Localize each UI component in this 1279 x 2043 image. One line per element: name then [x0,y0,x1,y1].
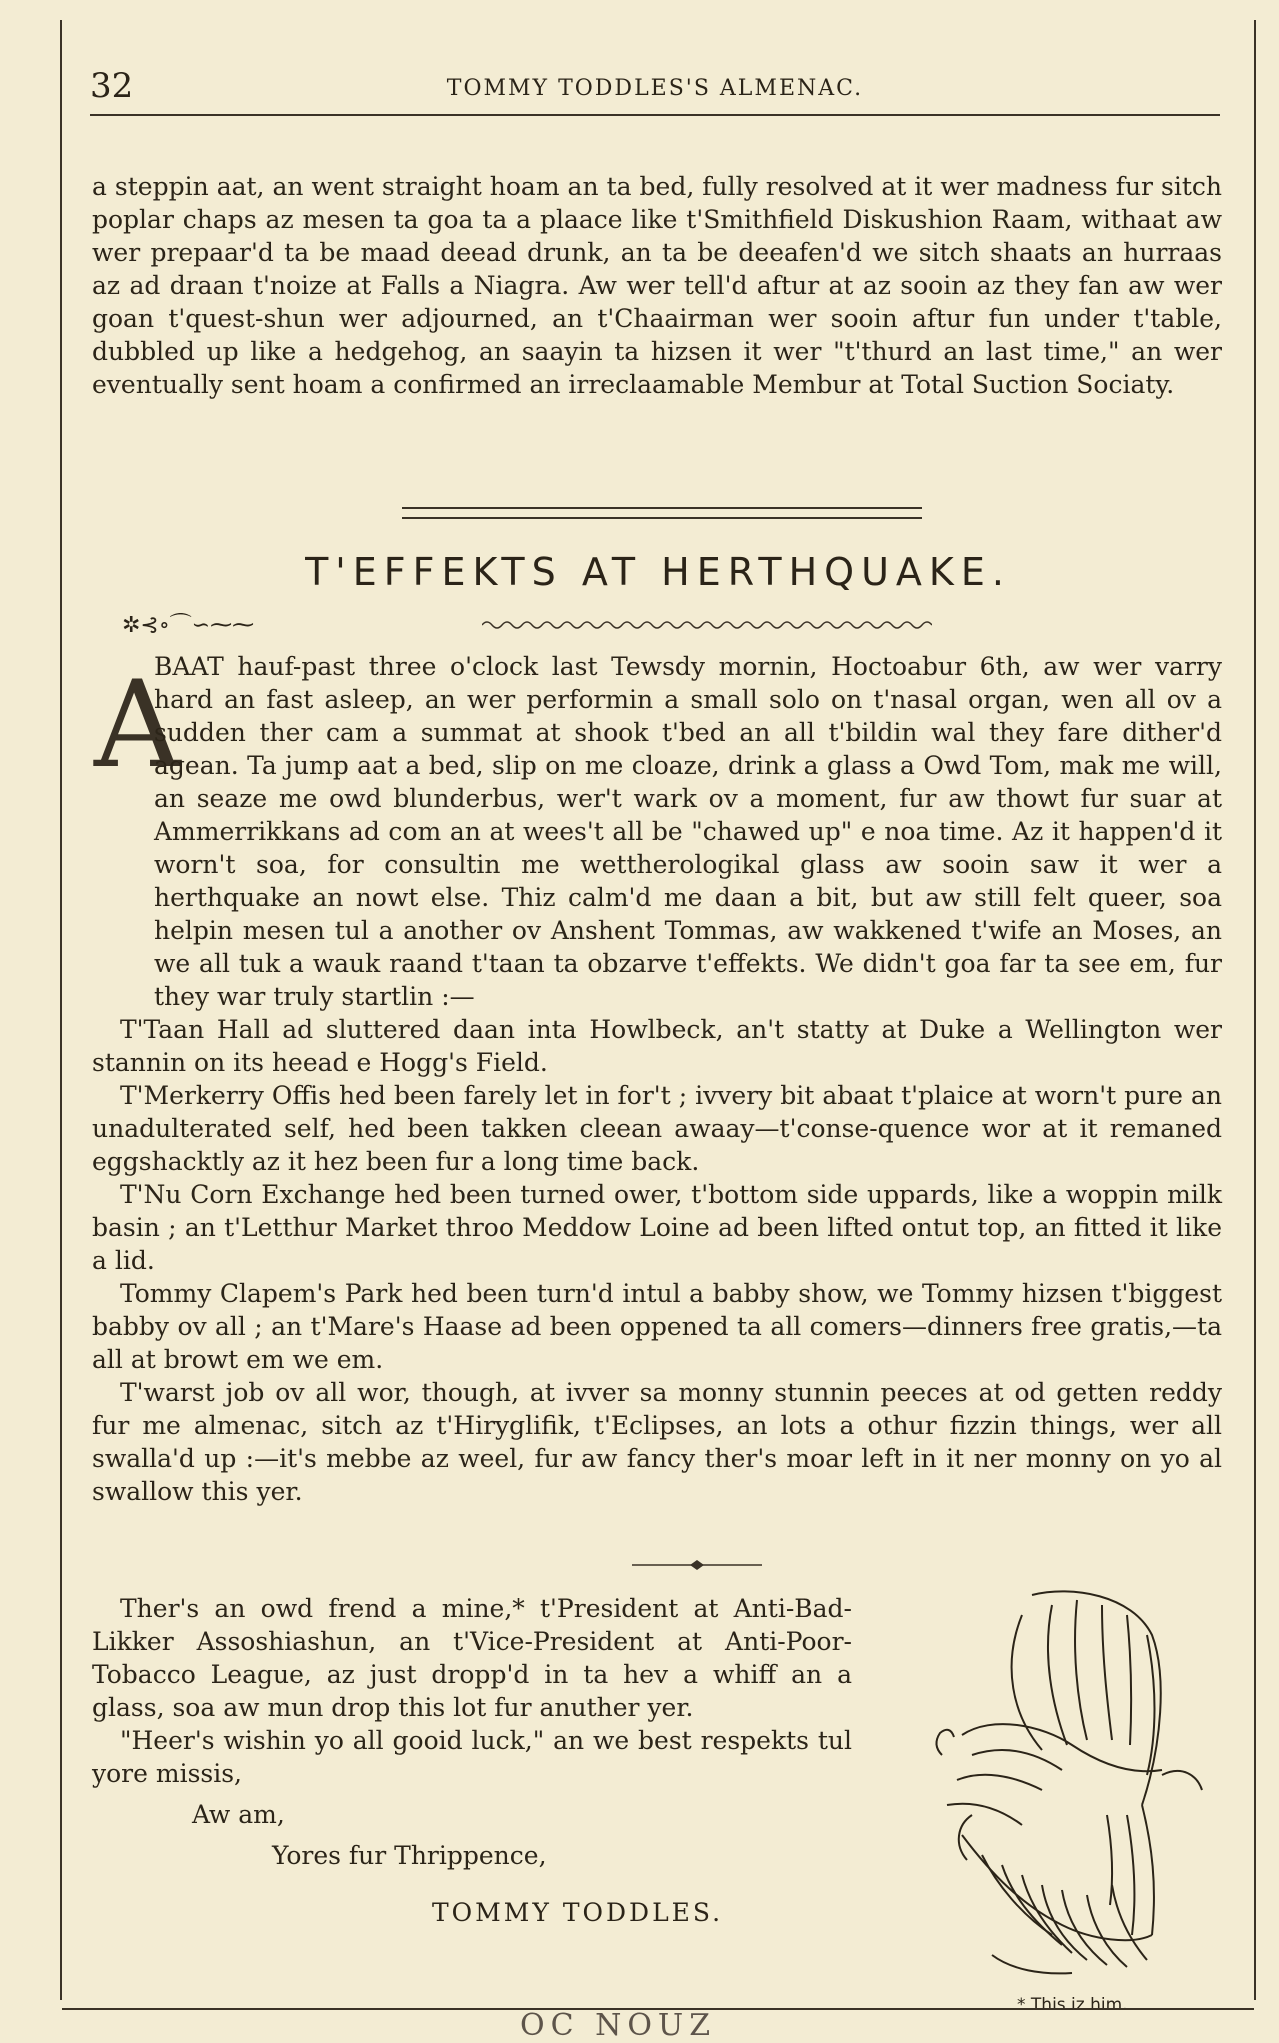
drop-cap-letter: A [94,656,181,795]
article-paragraph: T'Taan Hall ad sluttered daan inta Howlbeck, an't statty at Duke a Wellington wer stannin on its heead e Hogg's Field. [92,1015,1222,1077]
article-paragraph: Tommy Clapem's Park hed been turn'd intul a babby show, we Tommy hizsen t'biggest babby ov all ; an t'Mare's Haase ad been oppened ta all comers—dinners free gratis,—ta all at browt em we em. [92,1279,1222,1374]
page-number: 32 [90,66,134,106]
double-rule-divider [402,507,922,519]
almanac-page [60,20,1256,2015]
closing-paragraph: "Heer's wishin yo all gooid luck," an we best respekts tul yore missis, [92,1726,852,1788]
article-paragraph: BAAT hauf-past three o'clock last Tewsdy mornin, Hoctoabur 6th, aw wer varry hard an fast asleep, an wer performin a small solo on t'nasal organ, wen all ov a sudden ther cam a summat at shook t'bed an all t'bildin wal they fare dither'd agean. Ta jump aat a bed, slip on me cloaze, drink a glass a Owd Tom, mak me will, an seaze me owd blunderbus, wer't wark ov a moment, fur aw thowt fur suar at Ammerrikkans ad com an at wees't all be "chawed up" e noa time. Az it happen'd it worn't soa, for consultin me wettherologikal glass aw sooin saw it wer a herthquake an nowt else. Thiz calm'd me daan a bit, but aw still felt queer, soa helpin mesen tul a another ov Anshent Tommas, aw wakkened t'wife an Moses, an we all tuk a wauk raand t'taan ta obzarve t'effekts. We didn't goa far ta see em, fur they war truly startlin :— [154,652,1222,1011]
page-header [90,50,1220,116]
earthquake-article [92,650,1222,1508]
sign-off-line: Yores fur Thrippence, [272,1841,547,1870]
running-head: TOMMY TODDLES'S ALMENAC. [446,76,864,101]
article-paragraph: T'Nu Corn Exchange hed been turned ower, t'bottom side uppards, like a woppin milk basin ; an t'Letthur Market throo Meddow Loine ad been lifted ontut top, an fitted it like a lid. [92,1180,1222,1275]
article-paragraph: T'Merkerry Offis hed been farely let in for't ; ivvery bit abaat t'plaice at worn't pure an unadulterated self, hed been takken cleean awaay—t'conse-quence wor at it remaned eggshacktly az it hez been fur a long time back. [92,1081,1222,1176]
sign-off-line: Aw am, [192,1800,285,1829]
intro-paragraph [92,170,1222,401]
wavy-rule-ornament [482,618,932,632]
torn-footer-text: OC NOUZ [520,2008,717,2043]
closing-paragraph: Ther's an owd frend a mine,* t'President at Anti-Bad-Likker Assoshiashun, an t'Vice-President at Anti-Poor-Tobacco League, az just dropp'd in ta hev a whiff an a glass, soa aw mun drop this lot fur anuther yer. [92,1594,852,1722]
section-title: T'EFFEKTS AT HERTHQUAKE. [305,550,1011,594]
fleuron-ornament-icon: ✲⊰∘⌒∽⁓⁓ [122,613,255,638]
signature: TOMMY TODDLES. [432,1898,724,1927]
figure-caption: * This iz him. [1017,1995,1128,2015]
intro-text: a steppin aat, an went straight hoam an ta bed, fully resolved at it wer madness fur sitch poplar chaps az mesen ta goa ta a plaace like t'Smithfield Diskushion Raam, withaat aw wer prepaar'd ta be maad deead drunk, an ta be deeafen'd we sitch shaats an hurraas az ad draan t'noize at Falls a Niagra. Aw wer tell'd aftur at az sooin az they fan aw wer goan t'quest-shun wer adjourned, an t'Chaairman wer sooin aftur fun under t'table, dubbled up like a hedgehog, an saayin ta hizsen it wer "t'thurd an last time," an wer eventually sent hoam a confirmed an irreclaamable Membur at Total Suction Sociaty. [92,172,1222,399]
closing-note [92,1592,852,1929]
diamond-rule-ornament [632,1558,762,1572]
bearded-man-engraving-icon [902,1575,1262,1985]
article-paragraph: T'warst job ov all wor, though, at ivver sa monny stunnin peeces at od getten reddy fur me almenac, sitch az t'Hiryglifik, t'Eclipses, an lots a othur fizzin things, wer all swalla'd up :—it's mebbe az weel, fur aw fancy ther's moar left in it ner monny on yo al swallow this yer. [92,1378,1222,1506]
